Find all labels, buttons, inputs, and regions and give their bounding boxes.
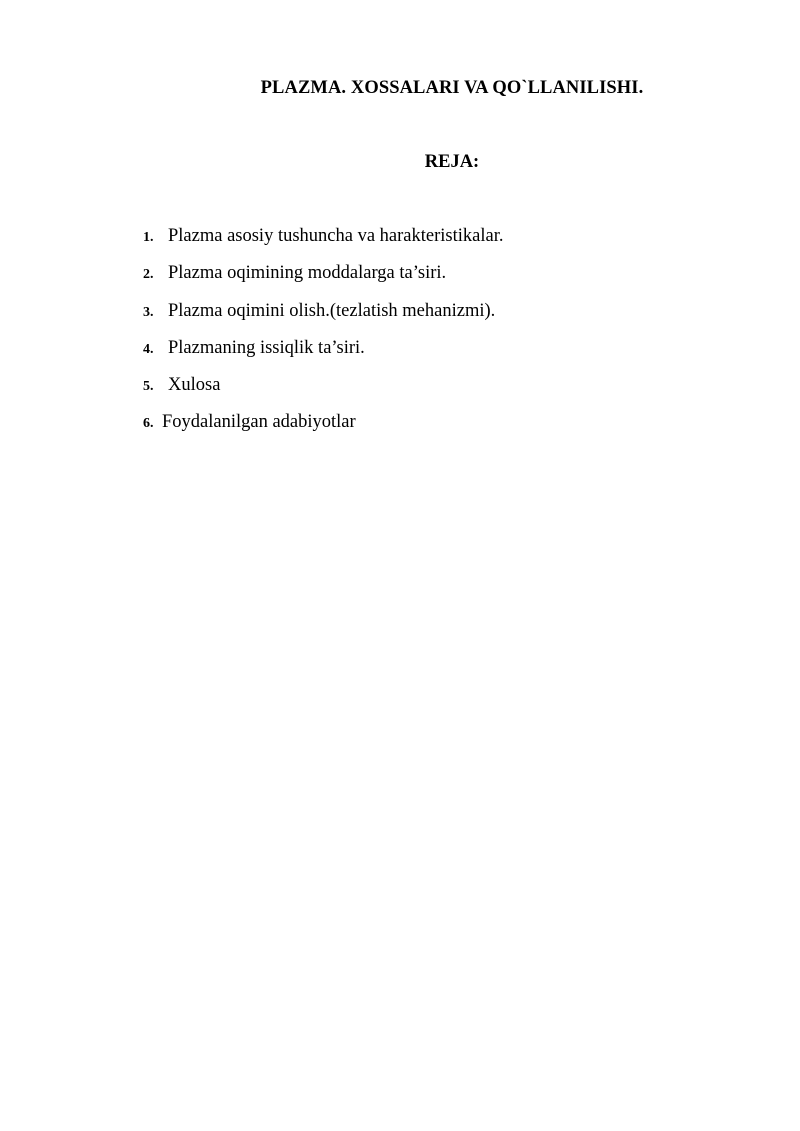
plan-item-text: Xulosa	[168, 375, 221, 396]
plan-item	[143, 375, 503, 412]
plan-item	[143, 226, 503, 263]
plan-heading: REJA:	[424, 152, 480, 172]
plan-item	[143, 301, 503, 338]
plan-item	[143, 263, 503, 300]
plan-item-text: Foydalanilgan adabiyotlar	[162, 412, 356, 433]
plan-item-number: 1.	[143, 230, 154, 245]
plan-item-number: 4.	[143, 341, 154, 357]
plan-item	[143, 338, 503, 375]
plan-item-text: Plazmaning issiqlik ta’siri.	[168, 337, 365, 358]
plan-item-number: 6.	[143, 416, 154, 432]
plan-item-number: 3.	[143, 304, 154, 320]
plan-item-text: Plazma oqimining moddalarga ta’siri.	[168, 263, 447, 284]
plan-list	[143, 226, 503, 450]
plan-item-number: 2.	[143, 267, 154, 283]
document-title: PLAZMA. XOSSALARI VA QO`LLANILISHI.	[260, 78, 644, 98]
plan-item-number: 5.	[143, 379, 154, 395]
plan-item	[143, 412, 503, 449]
plan-item-text: Plazma asosiy tushuncha va harakteristikalar.	[168, 226, 504, 246]
plan-item-text: Plazma oqimini olish.(tezlatish mehanizmi).	[168, 300, 496, 321]
